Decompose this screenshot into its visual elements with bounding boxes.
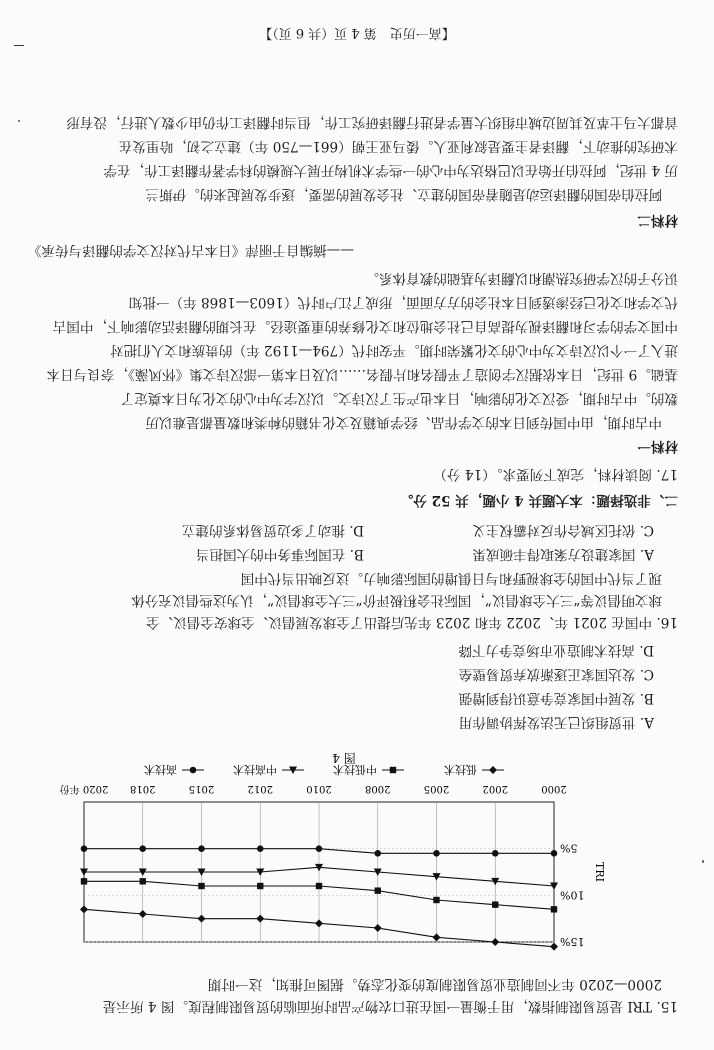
x-tick-label: 2002 (482, 783, 508, 794)
data-point (390, 767, 396, 773)
data-point (81, 878, 87, 884)
data-point (198, 915, 206, 923)
material2-line: 阿拉伯帝国的翻译运动是随着帝国的建立、社会发展的需要，逐步发展起来的。伊斯兰 (145, 186, 662, 202)
data-point (375, 887, 381, 893)
legend-label: 中低技术 (333, 763, 377, 776)
q15-option-a: A. 世贸组织已无法发挥协调作用 (458, 714, 654, 730)
q16-stem-line2: 球文明倡议等“三大全球倡议”，国际社会积极评价“三大全球倡议”，认为这些倡议充分体 (131, 592, 662, 608)
data-point (433, 933, 441, 941)
q15-option-c: C. 发达国家正逐渐放弃贸易壁垒 (458, 666, 654, 682)
data-point (198, 845, 205, 852)
x-tick-label: 2005 (423, 783, 450, 794)
data-point (374, 850, 381, 857)
data-point (257, 883, 263, 889)
data-point (492, 901, 498, 907)
scan-speck (702, 860, 704, 863)
q16-option-a: A. 国家建设方案取得丰硕成果 (472, 546, 654, 562)
legend-label: 低技术 (444, 763, 477, 776)
q15-stem-line1: 15. TRI 是贸易限制指数，用于衡量一国在进口农物产品时所面临的贸易限制程度。图 4 所示是 (102, 998, 678, 1014)
data-point (374, 924, 382, 932)
material1-line: 中国文学的学习和翻译视为提高自己社会地位和文化修养的重要途径。在长期的翻译活动影响下，中国古 (52, 318, 678, 334)
x-tick-label: 2020 年份 (59, 783, 109, 794)
x-tick-label: 2008 (365, 783, 391, 794)
q17-stem: 17. 阅读材料，完成下列要求。（14 分） (433, 466, 678, 482)
y-tick-label: 15% (560, 935, 585, 948)
data-point (81, 845, 88, 852)
y-axis-label: TRI (593, 862, 606, 882)
data-point (433, 897, 439, 903)
q16-option-b: B. 在国际事务中的大国担当 (195, 546, 364, 562)
data-point (492, 850, 499, 857)
q16-option-c: C. 依托区域合作反对霸权主义 (472, 522, 654, 538)
data-point (551, 906, 557, 912)
material1-title: 材料一 (637, 438, 678, 454)
material2-line: 历 4 世纪，阿拉伯开始在以巴格达为中心的一些学术机构开展大规模的科学著作翻译工作，在学 (103, 162, 678, 178)
q16-stem-line3: 现了当代中国的全球视野和与日俱增的国际影响力。这反映出当代中国 (240, 570, 662, 586)
y-tick-label: 10% (560, 888, 585, 902)
q16-stem-line1: 16. 中国在 2021 年、2022 年和 2023 年先后提出了全球发展倡议、全球安全倡议、全 (146, 614, 678, 630)
material2-line: 术研究的推动下，翻译者主要是叙利亚人。倭马亚王朝（661—750 年）建立之初，哈里发在 (118, 138, 678, 154)
footer-rule (14, 45, 24, 46)
chart-ticks (60, 783, 606, 948)
figure-caption: 图 4 (332, 751, 356, 765)
material1-line: 中古时期，由中国传到日本的文学作品、经学典籍及文化书籍的种类和数量都是难以历 (145, 414, 662, 430)
material2-line: 首都大马士革及其周边城市组织大量学者进行翻译研究工作，但当时翻译工作仍由少数人进行，没有形 (66, 114, 678, 130)
legend-label: 高技术 (144, 763, 177, 776)
data-point (140, 878, 146, 884)
data-point (550, 943, 558, 951)
material2-title: 材料二 (637, 212, 678, 228)
q15-option-b: B. 发展中国家竞争意识得到增强 (458, 690, 654, 706)
x-tick-label: 2000 (541, 783, 567, 794)
q15-option-d: D. 高技术制造业市场竞争力下降 (458, 642, 654, 658)
tri-line-chart (44, 742, 644, 992)
material1-line: 数的。中古时期，受汉文化的影响，日本也产生了汉诗文。以汉字为中心的文化为日本奠定了 (120, 390, 678, 406)
data-point (316, 883, 322, 889)
q15-stem-line2: 2000—2020 年不同制造业贸易限制度的变化态势。据图可推知，这一时期 (207, 976, 662, 992)
x-tick-label: 2018 (130, 783, 156, 794)
data-point (190, 767, 197, 774)
data-point (489, 766, 497, 774)
data-point (198, 883, 204, 889)
x-tick-label: 2010 (306, 783, 332, 794)
material1-line: 代文学和文化已经渗透到日本社会的方方面面，形成了江户时代（1603—1868 年）一批知 (128, 294, 678, 310)
data-point (491, 938, 499, 946)
data-point (551, 850, 558, 857)
data-point (139, 845, 146, 852)
chart-legend (144, 763, 504, 777)
legend-label: 中高技术 (233, 763, 277, 776)
data-point (139, 910, 147, 918)
material1-line: 基础。9 世纪，日本依据汉字创造了平假名和片假名……以及日本第一部汉诗文集《怀风藻》，奈良与日本 (46, 366, 678, 382)
data-point (315, 919, 323, 927)
x-tick-label: 2012 (247, 783, 273, 794)
scan-speck (18, 120, 20, 122)
material1-source: ——摘编自于丽萍《日本古代对汉文学的翻译与传承》 (27, 242, 354, 258)
y-tick-label: 5% (560, 841, 578, 855)
data-point (256, 915, 264, 923)
section2-heading: 二、非选择题：本大题共 4 小题，共 52 分。 (399, 492, 678, 508)
x-tick-label: 2015 (188, 783, 215, 794)
data-point (80, 905, 88, 913)
page-footer: 【高一历史 第 4 页（共 6 页）】 (259, 25, 455, 40)
q16-option-d: D. 推动了多边贸易体系的建立 (181, 522, 364, 538)
data-point (433, 850, 440, 857)
material1-line: 识分子的汉学研究热潮和以翻译为基础的教育体系。 (365, 270, 678, 286)
data-point (257, 845, 264, 852)
data-point (316, 845, 323, 852)
material1-line: 进入了一个以汉诗文为中心的文化繁荣时期。平安时代（794—1192 年）的贵族和文人们把对 (110, 342, 678, 358)
